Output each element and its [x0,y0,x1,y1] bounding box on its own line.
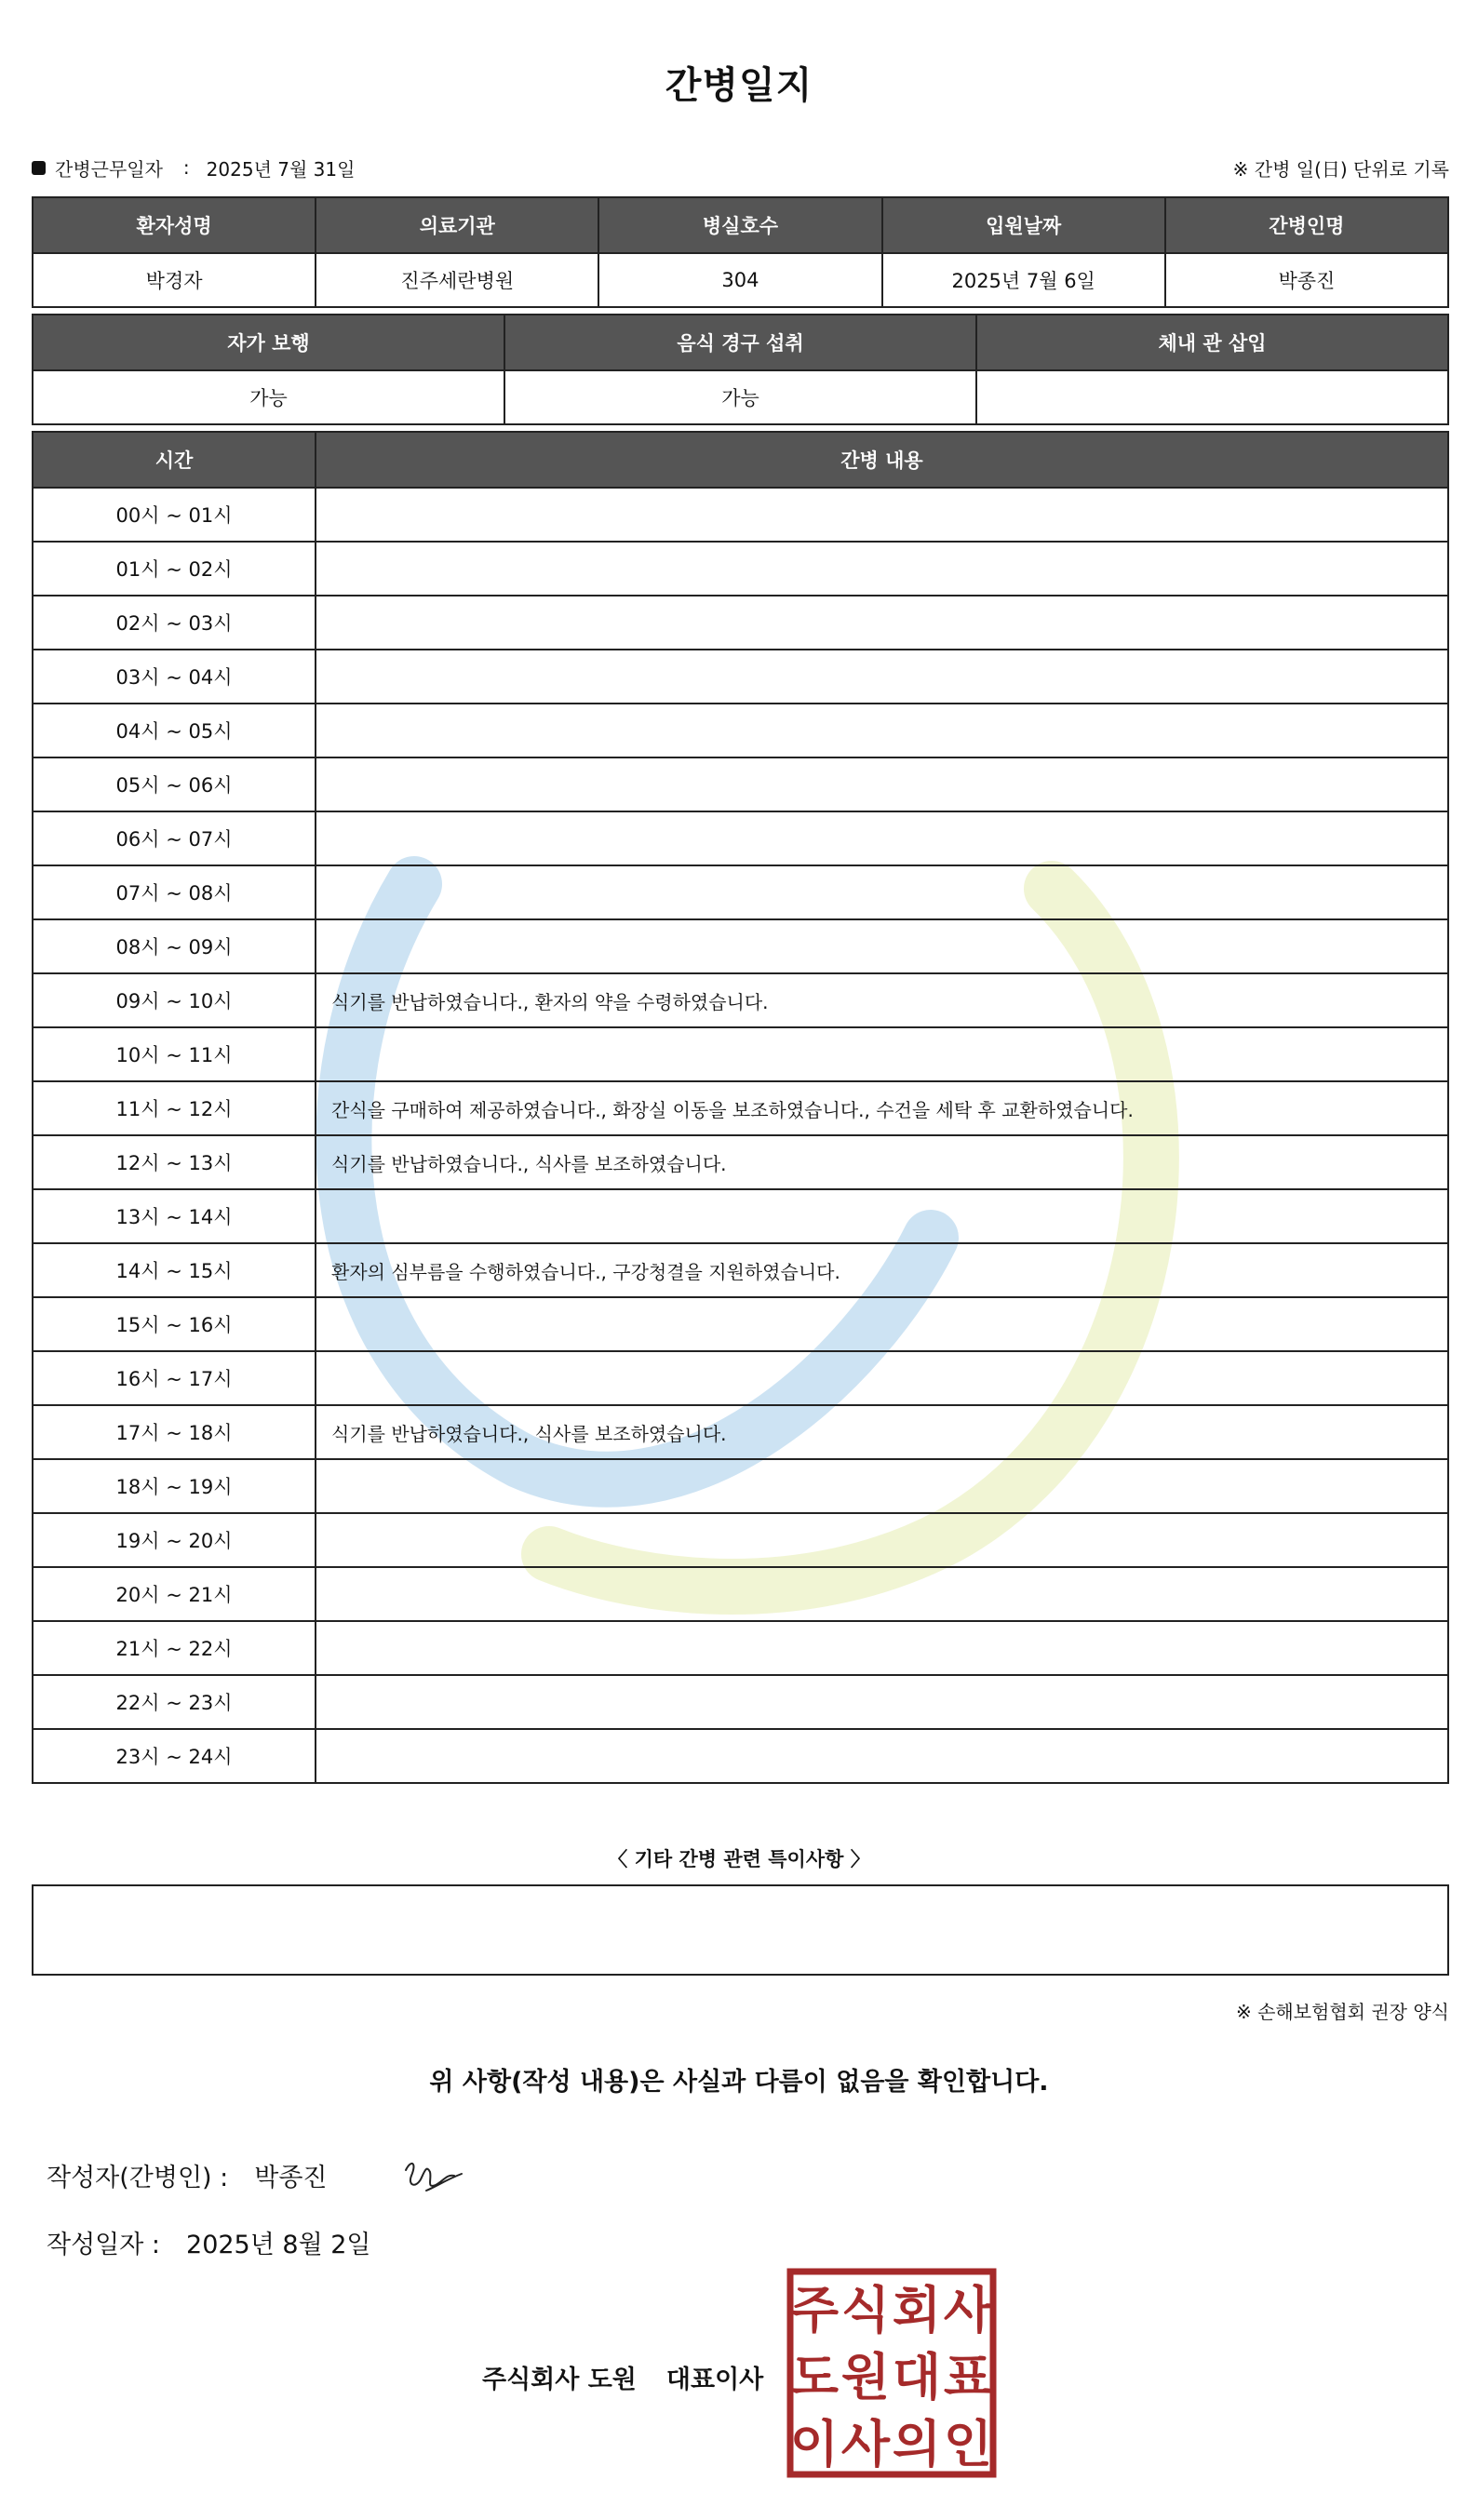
care-log-time: 04시 ~ 05시 [33,704,316,757]
care-log-time: 17시 ~ 18시 [33,1405,316,1459]
care-log-content [316,811,1448,865]
svg-text:표: 표 [943,2348,993,2406]
care-log-row [33,650,1448,704]
work-date-label: 간병근무일자 [55,157,163,181]
care-log-content: 식기를 반납하였습니다., 식사를 보조하였습니다. [316,1135,1448,1189]
care-log-time: 19시 ~ 20시 [33,1513,316,1567]
care-log-row [33,811,1448,865]
caregiver-name: 박종진 [1165,253,1448,307]
care-log-time: 05시 ~ 06시 [33,757,316,811]
care-log-row [33,488,1448,542]
written-date-value: 2025년 8월 2일 [186,2231,371,2259]
care-log-content [316,650,1448,704]
care-log-content: 식기를 반납하였습니다., 식사를 보조하였습니다. [316,1405,1448,1459]
tube-insertion-value [976,370,1448,424]
care-log-table [32,431,1449,1784]
care-log-content [316,704,1448,757]
care-log-row [33,596,1448,650]
svg-text:사: 사 [943,2281,993,2339]
svg-text:의: 의 [892,2415,942,2473]
written-date-line [47,2224,371,2260]
care-log-content [316,1189,1448,1243]
care-log-content [316,596,1448,650]
company-line [482,2359,763,2395]
work-date-colon: : [182,156,190,179]
svg-text:대: 대 [892,2348,942,2406]
patient-info-value-row [33,253,1448,307]
care-log-time: 07시 ~ 08시 [33,865,316,919]
work-date-group [32,154,355,181]
care-log-row [33,1729,1448,1783]
svg-text:이: 이 [789,2415,840,2473]
care-log-row [33,1621,1448,1675]
company-name: 주식회사 도원 [482,2366,637,2394]
care-log-content: 간식을 구매하여 제공하였습니다., 화장실 이동을 보조하였습니다., 수건을 세탁 후 교환하였습니다. [316,1081,1448,1135]
meta-line [32,154,1449,181]
header-care-content: 간병 내용 [316,432,1448,488]
work-date-value: 2025년 7월 31일 [206,157,356,181]
care-log-time: 16시 ~ 17시 [33,1351,316,1405]
care-log-time: 23시 ~ 24시 [33,1729,316,1783]
care-log-time: 00시 ~ 01시 [33,488,316,542]
care-log-row [33,1189,1448,1243]
care-log-row [33,1675,1448,1729]
insurance-note: ※ 손해보험협회 권장 양식 [1235,2001,1449,2023]
care-log-content: 환자의 심부름을 수행하였습니다., 구강청결을 지원하였습니다. [316,1243,1448,1297]
care-log-row [33,757,1448,811]
care-log-row [33,1405,1448,1459]
care-log-time: 21시 ~ 22시 [33,1621,316,1675]
care-log-content [316,1675,1448,1729]
care-log-row [33,1351,1448,1405]
header-caregiver-name: 간병인명 [1165,197,1448,253]
care-log-time: 08시 ~ 09시 [33,919,316,973]
care-log-row [33,1513,1448,1567]
care-log-content [316,1459,1448,1513]
care-log-row [33,542,1448,596]
patient-status-header-row [33,315,1448,370]
care-log-content [316,1513,1448,1567]
header-hospital: 의료기관 [316,197,598,253]
care-log-time: 10시 ~ 11시 [33,1027,316,1081]
care-log-time: 12시 ~ 13시 [33,1135,316,1189]
care-log-time: 11시 ~ 12시 [33,1081,316,1135]
header-oral-intake: 음식 경구 섭취 [504,315,976,370]
care-log-time: 13시 ~ 14시 [33,1189,316,1243]
care-log-content [316,865,1448,919]
special-notes-box [32,1884,1449,1976]
care-log-content [316,1027,1448,1081]
patient-status-value-row [33,370,1448,424]
writer-line [47,2157,328,2193]
care-log-time: 06시 ~ 07시 [33,811,316,865]
writer-label: 작성자(간병인) : [47,2164,229,2192]
admission-date: 2025년 7월 6일 [882,253,1165,307]
unit-note: ※ 간병 일(日) 단위로 기록 [1232,157,1449,181]
svg-text:식: 식 [840,2281,891,2339]
care-log-time: 20시 ~ 21시 [33,1567,316,1621]
care-log-content [316,919,1448,973]
bullet-square-icon [32,161,46,175]
patient-info-table [32,196,1449,308]
writer-name: 박종진 [254,2164,328,2192]
care-log-content [316,488,1448,542]
care-log-time: 22시 ~ 23시 [33,1675,316,1729]
care-log-header-row [33,432,1448,488]
care-log-row [33,704,1448,757]
care-log-time: 09시 ~ 10시 [33,973,316,1027]
care-log-row [33,1081,1448,1135]
hospital-name: 진주세란병원 [316,253,598,307]
care-log-content [316,1297,1448,1351]
care-log-row [33,1135,1448,1189]
care-log-row [33,1243,1448,1297]
self-walking-value: 가능 [33,370,504,424]
header-tube-insertion: 체내 관 삽입 [976,315,1448,370]
care-log-row [33,973,1448,1027]
care-log-time: 02시 ~ 03시 [33,596,316,650]
special-notes-title: 〈 기타 간병 관련 특이사항 〉 [608,1848,870,1870]
company-seal-stamp [786,2268,997,2478]
representative-title: 대표이사 [665,2366,764,2394]
care-log-content [316,1351,1448,1405]
header-self-walking: 자가 보행 [33,315,504,370]
patient-name: 박경자 [33,253,316,307]
care-log-row [33,1459,1448,1513]
svg-text:도: 도 [789,2348,840,2406]
oral-intake-value: 가능 [504,370,976,424]
confirmation-statement: 위 사항(작성 내용)은 사실과 다름이 없음을 확인합니다. [429,2068,1049,2097]
page-title: 간병일지 [665,64,813,107]
care-log-row [33,1027,1448,1081]
care-log-body [33,488,1448,1783]
care-log-content [316,542,1448,596]
care-log-time: 18시 ~ 19시 [33,1459,316,1513]
svg-text:인: 인 [943,2415,993,2473]
header-patient-name: 환자성명 [33,197,316,253]
svg-text:주: 주 [789,2281,840,2339]
care-log-time: 15시 ~ 16시 [33,1297,316,1351]
room-number: 304 [598,253,881,307]
care-log-content [316,1621,1448,1675]
care-log-row [33,1297,1448,1351]
svg-text:원: 원 [840,2348,891,2406]
svg-text:사: 사 [840,2415,891,2473]
care-log-time: 01시 ~ 02시 [33,542,316,596]
header-admission-date: 입원날짜 [882,197,1165,253]
care-log-time: 14시 ~ 15시 [33,1243,316,1297]
handwritten-signature [398,2151,465,2200]
care-log-content [316,1567,1448,1621]
care-log-time: 03시 ~ 04시 [33,650,316,704]
care-log-content: 식기를 반납하였습니다., 환자의 약을 수령하였습니다. [316,973,1448,1027]
care-log-content [316,757,1448,811]
patient-status-table [32,314,1449,425]
care-log-row [33,919,1448,973]
care-log-content [316,1729,1448,1783]
care-log-row [33,1567,1448,1621]
header-room-number: 병실호수 [598,197,881,253]
svg-text:회: 회 [892,2281,942,2339]
written-date-label: 작성일자 : [47,2231,161,2259]
patient-info-header-row [33,197,1448,253]
header-time: 시간 [33,432,316,488]
care-log-row [33,865,1448,919]
